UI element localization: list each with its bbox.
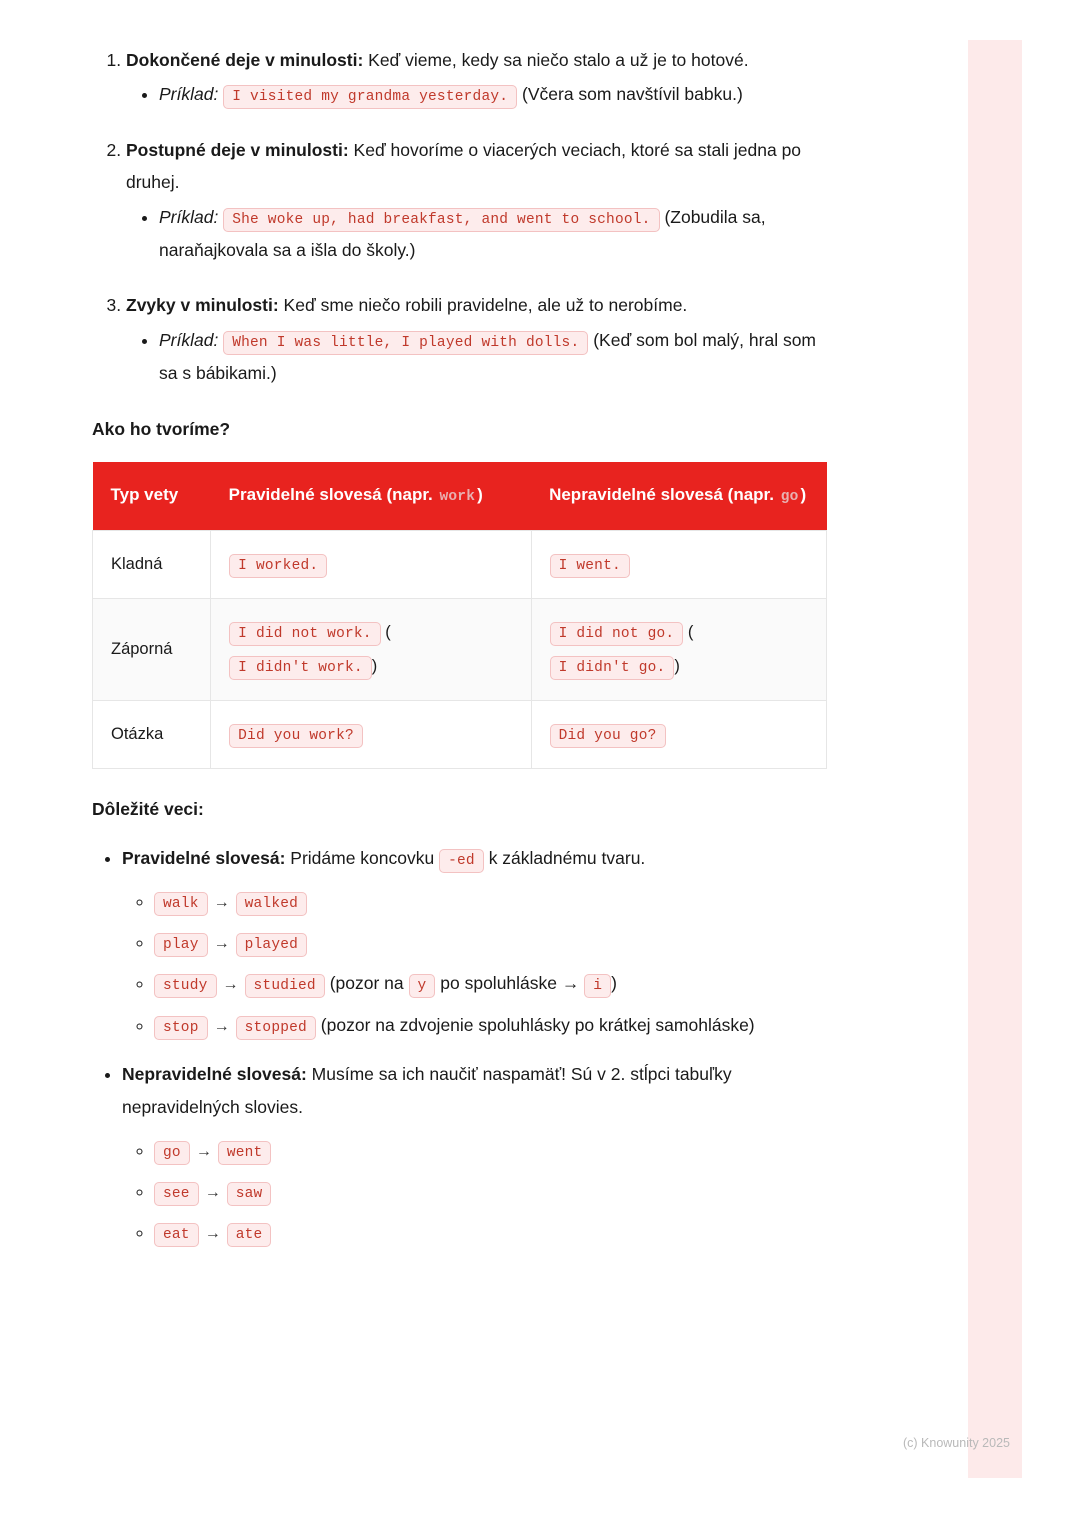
verb-base: see <box>154 1182 199 1206</box>
important-heading: Dôležité veci: <box>92 798 204 819</box>
list-item <box>154 963 832 1004</box>
item-title: Postupné deje v minulosti: <box>126 139 349 160</box>
item-title: Zvyky v minulosti: <box>126 295 279 316</box>
irregular-examples-list <box>122 1130 832 1253</box>
example-code: When I was little, I played with dolls. <box>223 331 588 355</box>
verb-past: saw <box>227 1182 272 1206</box>
verb-past: ate <box>227 1223 272 1247</box>
list-item <box>159 324 832 391</box>
verb-base: walk <box>154 892 208 916</box>
arrow-icon: → <box>222 976 239 994</box>
list-item <box>159 201 832 268</box>
example-translation: (Zobudila sa, naraňajkovala sa a išla do školy.) <box>159 206 766 261</box>
form-code-contracted: I didn't go. <box>550 656 675 680</box>
item-text: Keď hovoríme o viacerých veciach, ktoré sa stali jedna po druhej. <box>126 139 802 193</box>
note-text: (pozor na zdvojenie spoluhlásky po krátkej samohláske) <box>320 1014 755 1035</box>
row-irregular <box>531 598 826 700</box>
paren-open: ( <box>385 622 391 641</box>
list-item <box>154 1005 832 1046</box>
verb-past: went <box>218 1141 272 1165</box>
bullet-title: Nepravidelné slovesá: <box>122 1063 307 1084</box>
list-item <box>126 134 832 268</box>
example-label: Príklad: <box>159 329 219 350</box>
note-suffix: ) <box>611 973 617 994</box>
note-prefix: (pozor na <box>329 973 409 994</box>
note-code-y: y <box>409 974 436 998</box>
table-row <box>93 700 827 768</box>
example-sub-list <box>126 201 832 268</box>
verb-base: play <box>154 933 208 957</box>
arrow-icon: → <box>213 1017 230 1035</box>
table-header-row <box>93 462 827 531</box>
form-code: I worked. <box>229 554 327 578</box>
row-irregular <box>531 700 826 768</box>
verb-past: stopped <box>236 1016 316 1040</box>
row-regular <box>211 531 531 599</box>
arrow-icon: → <box>204 1225 221 1243</box>
example-label: Príklad: <box>159 84 219 105</box>
table-header-irregular <box>531 462 826 531</box>
example-code: She woke up, had breakfast, and went to school. <box>223 208 659 232</box>
item-text: Keď vieme, kedy sa niečo stalo a už je to hotové. <box>363 50 749 70</box>
arrow-icon: → <box>204 1184 221 1202</box>
verb-past: walked <box>236 892 307 916</box>
important-bullet-list <box>92 842 832 1254</box>
page-side-band-inner <box>1022 40 1030 1478</box>
list-item <box>159 78 832 112</box>
list-item <box>126 44 832 112</box>
verb-base: go <box>154 1141 190 1165</box>
paren-close: ) <box>371 657 378 676</box>
table-head <box>93 462 827 531</box>
row-type: Kladná <box>93 531 211 599</box>
example-sub-list <box>126 78 832 112</box>
list-item <box>154 1171 832 1212</box>
row-type: Záporná <box>93 598 211 700</box>
paren-open: ( <box>687 622 694 641</box>
row-type: Otázka <box>93 700 211 768</box>
verb-base: stop <box>154 1016 208 1040</box>
bullet-title: Pravidelné slovesá: <box>122 847 286 868</box>
row-regular <box>211 700 531 768</box>
verb-forms-table <box>92 462 827 769</box>
list-item <box>154 922 832 963</box>
row-irregular <box>531 531 826 599</box>
list-item <box>122 842 832 1046</box>
header-suffix: ) <box>477 484 483 504</box>
list-item <box>126 289 832 390</box>
list-item <box>122 1058 832 1254</box>
item-title: Dokončené deje v minulosti: <box>126 50 364 70</box>
header-suffix: ) <box>800 484 807 504</box>
ending-code: -ed <box>439 849 484 873</box>
page-side-band <box>968 40 1030 1478</box>
paren-close: ) <box>674 657 680 676</box>
example-translation: (Keď som bol malý, hral som sa s bábikami.) <box>159 329 817 384</box>
example-sub-list <box>126 324 832 391</box>
note-mid: po spoluhláske → <box>435 973 585 994</box>
form-code: I did not go. <box>550 622 684 646</box>
table-body <box>93 531 827 769</box>
verb-base: study <box>154 974 217 998</box>
verb-past: studied <box>245 974 325 998</box>
form-code: I did not work. <box>229 622 381 646</box>
numbered-usage-list <box>92 44 832 391</box>
bullet-text-after: k základnému tvaru. <box>483 847 646 868</box>
document-content <box>92 44 832 1266</box>
bullet-text: Pridáme koncovku <box>285 847 440 868</box>
list-item <box>154 1130 832 1171</box>
list-item <box>154 881 832 922</box>
example-label: Príklad: <box>159 206 219 227</box>
regular-examples-list <box>122 881 832 1046</box>
arrow-icon: → <box>213 894 230 912</box>
header-text: Pravidelné slovesá (napr. <box>228 484 433 504</box>
example-code: I visited my grandma yesterday. <box>223 85 517 109</box>
form-code-contracted: I didn't work. <box>229 656 372 680</box>
verb-past: played <box>236 933 307 957</box>
row-regular <box>211 598 531 700</box>
form-code: Did you go? <box>550 724 666 748</box>
form-code: Did you work? <box>229 724 363 748</box>
header-code-go: go <box>780 488 799 505</box>
section-heading: Ako ho tvoríme? <box>92 418 231 439</box>
example-translation: (Včera som navštívil babku.) <box>522 84 743 105</box>
table-row <box>93 531 827 599</box>
table-row <box>93 598 827 700</box>
header-code-work: work <box>439 488 476 505</box>
note-code-i: i <box>584 974 611 998</box>
list-item <box>154 1212 832 1253</box>
watermark: (c) Knowunity 2025 <box>902 1436 1010 1450</box>
arrow-icon: → <box>195 1143 212 1161</box>
form-code: I went. <box>550 554 630 578</box>
bullet-text: Musíme sa ich naučiť naspamäť! Sú v 2. stĺpci tabuľky nepravidelných slovies. <box>122 1063 732 1117</box>
verb-base: eat <box>154 1223 199 1247</box>
arrow-icon: → <box>213 935 230 953</box>
header-text: Nepravidelné slovesá (napr. <box>549 484 774 504</box>
table-header-regular <box>211 462 531 531</box>
table-header-type: Typ vety <box>93 462 211 531</box>
item-text: Keď sme niečo robili pravidelne, ale už to nerobíme. <box>278 295 688 316</box>
